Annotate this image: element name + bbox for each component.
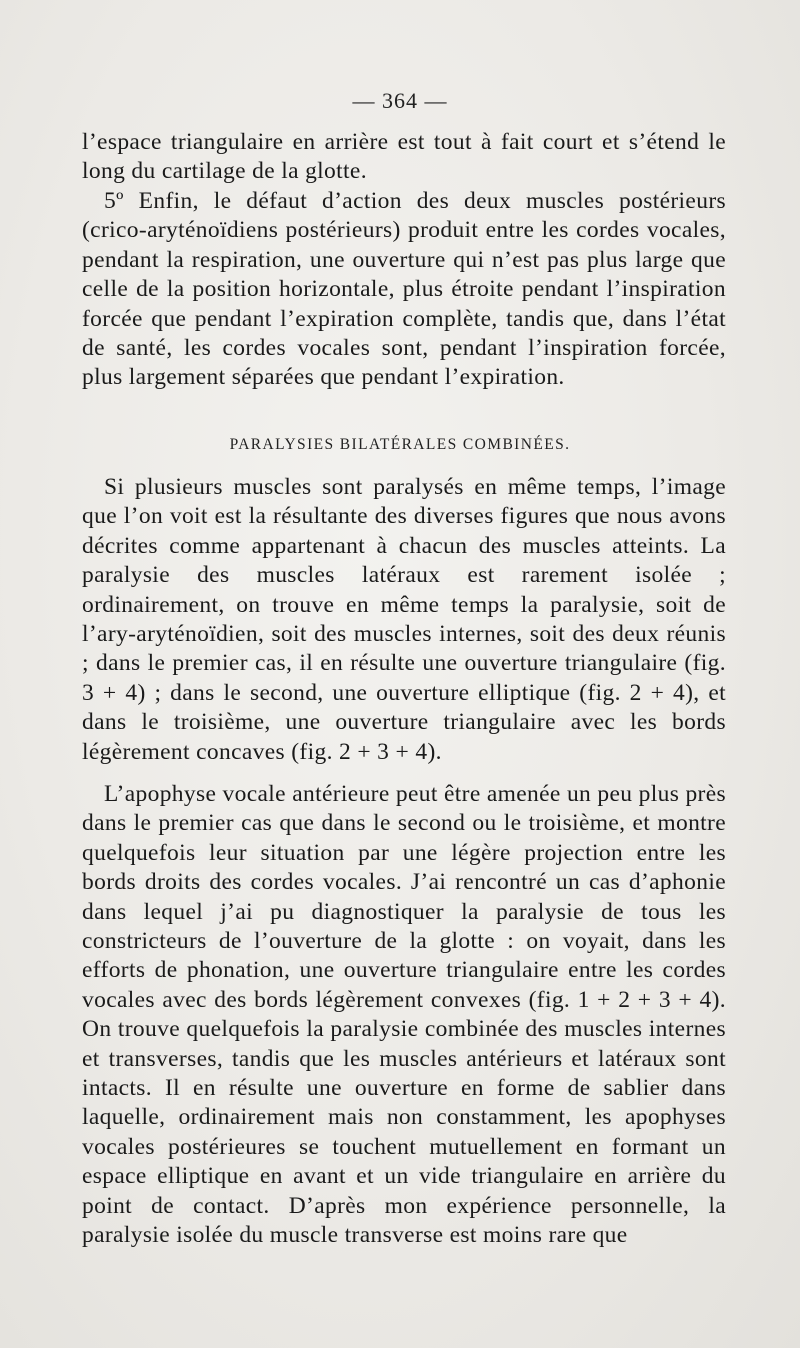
paragraph-posterior-muscles	[82, 187, 726, 393]
paragraph-text: 5º Enfin, le défaut d’action des deux muscles postérieurs (crico-aryténoïdiens postérieurs) produit entre les cordes vocales, pendant la respiration, une ouverture qui n’est pas plus large que celle de la position horizontale, plus étroite pendant l’inspiration forcée que pendant l’expiration complète, tandis que, dans l’état de santé, les cordes vocales sont, pendant l’inspiration forcée, plus largement séparées que pendant l’expiration.	[82, 188, 726, 391]
paragraph-text: Si plusieurs muscles sont paralysés en même temps, l’image que l’on voit est la résultante des diverses figures que nous avons décrites comme appartenant à chacun des muscles atteints. La paralysie des muscles latéraux est rarement isolée ; ordinairement, on trouve en même temps la paralysie, soit de l’ary-aryténoïdien, soit des muscles internes, soit des deux réunis ; dans le premier cas, il en résulte une ouverture triangulaire (fig. 3 + 4) ; dans le second, une ouverture elliptique (fig. 2 + 4), et dans le troisième, une ouverture triangulaire avec les bords légèrement concaves (fig. 2 + 3 + 4).	[82, 474, 726, 765]
paragraph-vocal-apophysis	[82, 780, 726, 1251]
page-number: — 364 —	[352, 88, 448, 113]
paragraph-combined-paralysis	[82, 473, 726, 767]
section-heading: PARALYSIES BILATÉRALES COMBINÉES.	[229, 436, 571, 453]
paragraph-continuation	[82, 128, 726, 187]
paragraph-text: l’espace triangulaire en arrière est tout à fait court et s’étend le long du cartilage de la glotte.	[82, 129, 726, 185]
paragraph-text: L’apophyse vocale antérieure peut être amenée un peu plus près dans le premier cas que dans le second ou le troisième, et montre quelquefois leur situation par une légère projection entre les bords droits des cordes vocales. J’ai rencontré un cas d’aphonie dans lequel j’ai pu diagnostiquer la paralysie de tous les constricteurs de l’ouverture de la glotte : on voyait, dans les efforts de phonation, une ouverture triangulaire entre les cordes vocales avec des bords légèrement convexes (fig. 1 + 2 + 3 + 4). On trouve quelquefois la paralysie combinée des muscles internes et transverses, tandis que les muscles antérieurs et latéraux sont intacts. Il en résulte une ouverture en forme de sablier dans laquelle, ordinairement mais non constamment, les apophyses vocales postérieures se touchent mutuellement en formant un espace elliptique en avant et un vide triangulaire en arrière du point de contact. D’après mon expérience personnelle, la paralysie isolée du muscle transverse est moins rare que	[82, 781, 726, 1249]
